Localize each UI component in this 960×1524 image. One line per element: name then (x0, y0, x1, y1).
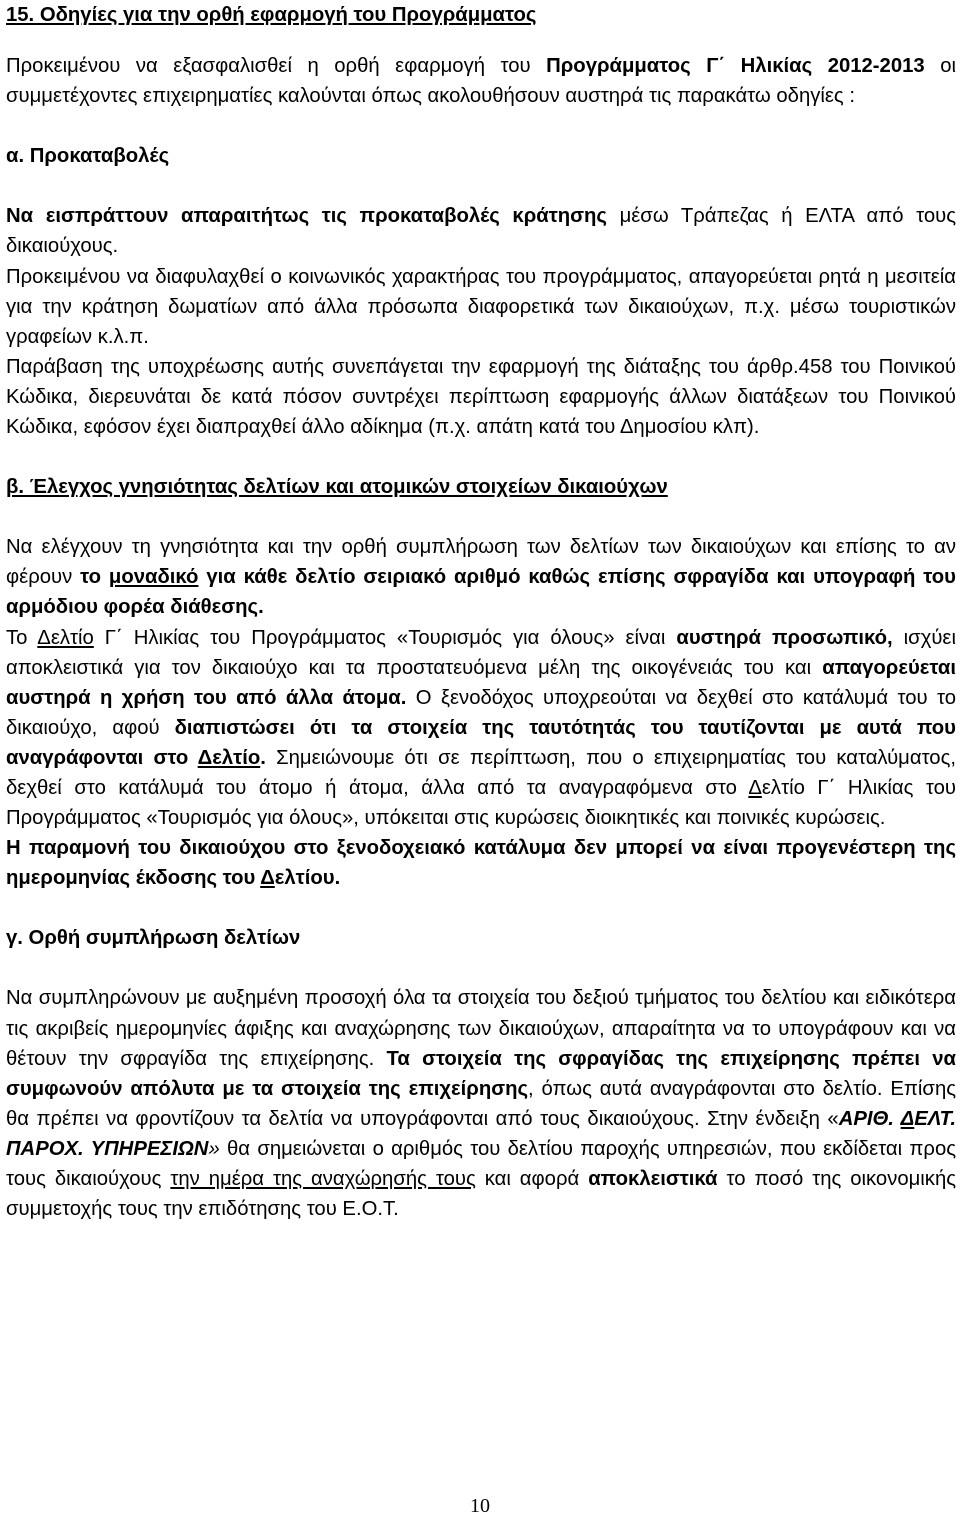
section-b-paragraph-2 (6, 623, 956, 834)
section-b-paragraph-1 (6, 532, 956, 622)
section-a-paragraph-2: Προκειμένου να διαφυλαχθεί ο κοινωνικός χαρακτήρας του προγράμματος, απαγορεύεται ρητά η μεσιτεία για την κράτηση δωματίων από άλλα πρόσωπα διαφορετικά των δικαιούχων, π.χ. μέσω τουριστικών γραφείων κ.λ.π. (6, 265, 956, 348)
underlined-text: την ημέρα της αναχώρησής τους (170, 1168, 476, 1190)
underlined-text: Δ (748, 776, 762, 799)
body-text: ελτίο Γ΄ Ηλικίας του Προγράμματος «Τουρισμός για όλους», υπόκειται στις κυρώσεις διοικητικές και ποινικές κυρώσεις. (6, 776, 956, 830)
document-body (6, 0, 956, 1224)
bold-text: Τα στοιχεία της σφραγίδας της επιχείρησης πρέπει να συμφωνούν απόλυτα με τα στοιχεία της επιχείρησης (6, 1047, 956, 1100)
body-text: Ο ξενοδόχος υποχρεούται να δεχθεί στο κατάλυμά του το δικαιούχο, αφού (6, 686, 956, 739)
bold-text: Να εισπράττουν απαραιτήτως τις προκαταβολές κράτησης (6, 205, 607, 228)
subsection-heading-b: β. Έλεγχος γνησιότητας δελτίων και ατομικών στοιχείων δικαιούχων (6, 476, 668, 499)
underlined-text: Δελτίο (37, 626, 94, 649)
bold-text: το (80, 566, 109, 589)
body-text: ισχύει αποκλειστικά για τον δικαιούχο και τα προστατευόμενα μέλη της οικογένειάς του και (6, 626, 956, 679)
body-text: το ποσό της οικονομικής συμμετοχής τους την επιδότησης του Ε.Ο.Τ. (6, 1168, 956, 1221)
body-text: μέσω Τράπεζας ή ΕΛΤΑ από τους δικαιούχους. (6, 205, 957, 258)
program-name: Προγράμματος Γ΄ Ηλικίας 2012-2013 (546, 55, 925, 78)
bold-text: αποκλειστικά (588, 1168, 718, 1190)
bold-text: ελτίου. (274, 867, 341, 890)
body-text: Να ελέγχουν τη γνησιότητα και την ορθή συμπλήρωση των δελτίων των δικαιούχων και επίσης το αν φέρουν (6, 536, 956, 589)
intro-text: Προκειμένου να εξασφαλισθεί η ορθή εφαρμογή του (6, 55, 547, 78)
bold-underlined-text: Δ (260, 867, 275, 890)
bold-underlined-text: μοναδικό (108, 566, 199, 589)
body-text: Σημειώνουμε ότι σε περίπτωση, που ο επιχειρηματίας του καταλύματος, δεχθεί στο κατάλυμά του άτομο ή άτομα, άλλα από τα αναγραφόμενα στο (6, 746, 956, 799)
bold-italic-text: ΕΛΤ. ΠΑΡΟΧ. ΥΠΗΡΕΣΙΩΝ (6, 1107, 956, 1160)
intro-paragraph (6, 51, 956, 111)
body-text: Γ΄ Ηλικίας του Προγράμματος «Τουρισμός για όλους» είναι (93, 626, 677, 649)
bold-italic-underlined-text: Δ (900, 1107, 915, 1130)
intro-text-end: οι συμμετέχοντες επιχειρηματίες καλούνται όπως ακολουθήσουν αυστηρά τις παρακάτω οδηγίες : (6, 55, 956, 108)
bold-italic-text: ΑΡΙΘ. (838, 1107, 901, 1130)
section-a-paragraph-1 (6, 201, 956, 261)
body-text: Να συμπληρώνουν με αυξημένη προσοχή όλα τα στοιχεία του δεξιού τμήματος του δελτίου και ειδικότερα τις ακριβείς ημερομηνίες άφιξης και αναχώρησης των δικαιούχων, απαραίτητα να το υπογράφουν και να θέτουν την σφραγίδα της επιχείρησης. (6, 987, 956, 1070)
body-text: Το (6, 626, 38, 649)
body-text: , όπως αυτά αναγράφονται στο δελτίο. Επίσης θα πρέπει να φροντίζουν τα δελτία να υπογράφονται από τους δικαιούχους. Στην ένδειξη « (6, 1077, 957, 1130)
section-title: 15. Οδηγίες για την ορθή εφαρμογή του Προγράμματος (6, 4, 537, 26)
bold-text: για κάθε δελτίο σειριακό αριθμό καθώς επίσης σφραγίδα και υπογραφή του αρμόδιου φορέα διάθεσης. (6, 566, 956, 619)
bold-underlined-text: Δελτίο (197, 746, 261, 769)
section-c-paragraph-1 (6, 983, 956, 1224)
bold-text: Η παραμονή του δικαιούχου στο ξενοδοχειακό κατάλυμα δεν μπορεί να είναι προγενέστερη της ημερομηνίας έκδοσης του (6, 837, 956, 890)
subsection-heading-c: γ. Ορθή συμπλήρωση δελτίων (6, 927, 301, 950)
section-b-paragraph-3 (6, 833, 956, 893)
page-number: 10 (470, 1495, 490, 1517)
body-text: θα σημειώνεται ο αριθμός του δελτίου παροχής υπηρεσιών, που εκδίδεται προς τους δικαιούχους (6, 1137, 957, 1190)
bold-text: αυστηρά προσωπικό, (676, 626, 893, 649)
bold-text: διαπιστώσει ότι τα στοιχεία της ταυτότητάς του ταυτίζονται με αυτά που αναγράφονται στο (6, 716, 956, 769)
bold-text: απαγορεύεται αυστηρά η χρήση του από άλλα άτομα. (6, 656, 956, 709)
body-text: και αφορά (475, 1168, 589, 1190)
italic-text: » (208, 1137, 220, 1160)
bold-text: . (260, 746, 266, 769)
subsection-heading-a: α. Προκαταβολές (6, 145, 170, 168)
section-a-paragraph-3: Παράβαση της υποχρέωσης αυτής συνεπάγεται την εφαρμογή της διάταξης του άρθρ.458 του Ποινικού Κώδικα, διερευνάται δε κατά πόσον συντρέχει περίπτωση εφαρμογής άλλων διατάξεων του Ποινικού Κώδικα, εφόσον έχει διαπραχθεί άλλο αδίκημα (π.χ. απάτη κατά του Δημοσίου κλπ). (6, 355, 956, 439)
